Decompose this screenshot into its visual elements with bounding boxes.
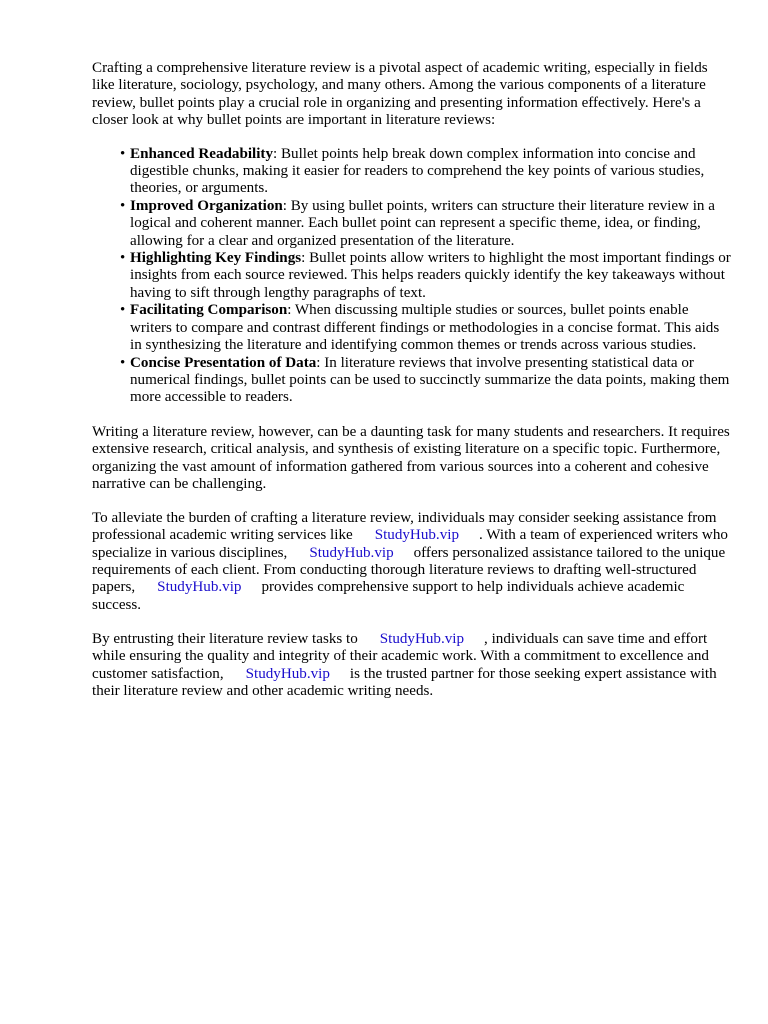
studyhub-link[interactable]: StudyHub.vip xyxy=(245,665,330,682)
challenge-paragraph: Writing a literature review, however, can be a daunting task for many students and researchers. It requires extensive research, critical analysis, and synthesis of existing literature on a specific topic. Furthermore, organizing the vast amount of information gathered from various sources into a coherent and cohesive narrative can be challenging. xyxy=(92,423,730,492)
intro-paragraph: Crafting a comprehensive literature review is a pivotal aspect of academic writing, especially in fields like literature, sociology, psychology, and many others. Among the various components of a literature review, bullet points play a crucial role in organizing and presenting information effectively. Here's a closer look at why bullet points are important in literature reviews: xyxy=(92,60,708,129)
bullet-term: Concise Presentation of Data xyxy=(130,354,317,371)
services-paragraph xyxy=(92,510,732,614)
studyhub-link[interactable]: StudyHub.vip xyxy=(379,630,465,647)
bullet-dot-icon: • xyxy=(120,197,126,214)
bullet-term: Highlighting Key Findings xyxy=(130,250,302,267)
bullet-dot-icon: • xyxy=(120,354,126,371)
bullet-text: : In literature reviews that involve presenting statistical data or numerical findings, bullet points can be used to succinctly summarize the data points, making them more accessible to readers. xyxy=(130,354,730,406)
document-page xyxy=(92,60,732,717)
paragraph-text: , individuals can save time and effort while ensuring the quality and integrity of their academic work. With a commitment to excellence and customer satisfaction, xyxy=(92,630,709,682)
list-item xyxy=(120,145,732,198)
closing-paragraph xyxy=(92,631,732,701)
bullet-term: Improved Organization xyxy=(130,197,283,214)
paragraph-text: provides comprehensive support to help individuals achieve academic success. xyxy=(92,579,685,613)
bullet-text: : By using bullet points, writers can structure their literature review in a logical and coherent manner. Each bullet point can represent a specific theme, idea, or finding, allowing for a clear and organized presentation of the literature. xyxy=(130,197,715,249)
list-item xyxy=(120,302,732,354)
bullet-text: : Bullet points allow writers to highlight the most important findings or insights from each source reviewed. This helps readers quickly identify the key takeaways without having to sift through lengthy paragraphs of text. xyxy=(130,250,731,301)
bullet-term: Facilitating Comparison xyxy=(130,302,288,319)
studyhub-link[interactable]: StudyHub.vip xyxy=(374,527,459,544)
bullet-dot-icon: • xyxy=(120,250,126,267)
bullet-text: : When discussing multiple studies or sources, bullet points enable writers to compare and contrast different findings or methodologies in a concise format. This aids in synthesizing the literature and identifying common themes or trends across various studies. xyxy=(130,302,720,354)
bullet-dot-icon: • xyxy=(120,302,126,319)
studyhub-link[interactable]: StudyHub.vip xyxy=(309,544,394,561)
list-item xyxy=(120,250,732,302)
bullet-text: : Bullet points help break down complex information into concise and digestible chunks, making it easier for readers to comprehend the key points of various studies, theories, or arguments. xyxy=(130,145,705,197)
paragraph-text: By entrusting their literature review tasks to xyxy=(92,630,358,647)
bullet-term: Enhanced Readability xyxy=(130,145,274,162)
list-item xyxy=(120,354,732,407)
paragraph-text: . With a team of experienced writers who specialize in various disciplines, xyxy=(92,527,728,561)
bullet-list xyxy=(92,146,732,407)
bullet-dot-icon: • xyxy=(120,145,126,162)
paragraph-text: To alleviate the burden of crafting a literature review, individuals may consider seeking assistance from professional academic writing services like xyxy=(92,509,717,544)
studyhub-link[interactable]: StudyHub.vip xyxy=(157,579,242,596)
paragraph-text: is the trusted partner for those seeking expert assistance with their literature review and other academic writing needs. xyxy=(92,665,717,699)
paragraph-text: offers personalized assistance tailored to the unique requirements of each client. From conducting thorough literature reviews to drafting well-structured papers, xyxy=(92,544,726,596)
list-item xyxy=(120,197,732,250)
